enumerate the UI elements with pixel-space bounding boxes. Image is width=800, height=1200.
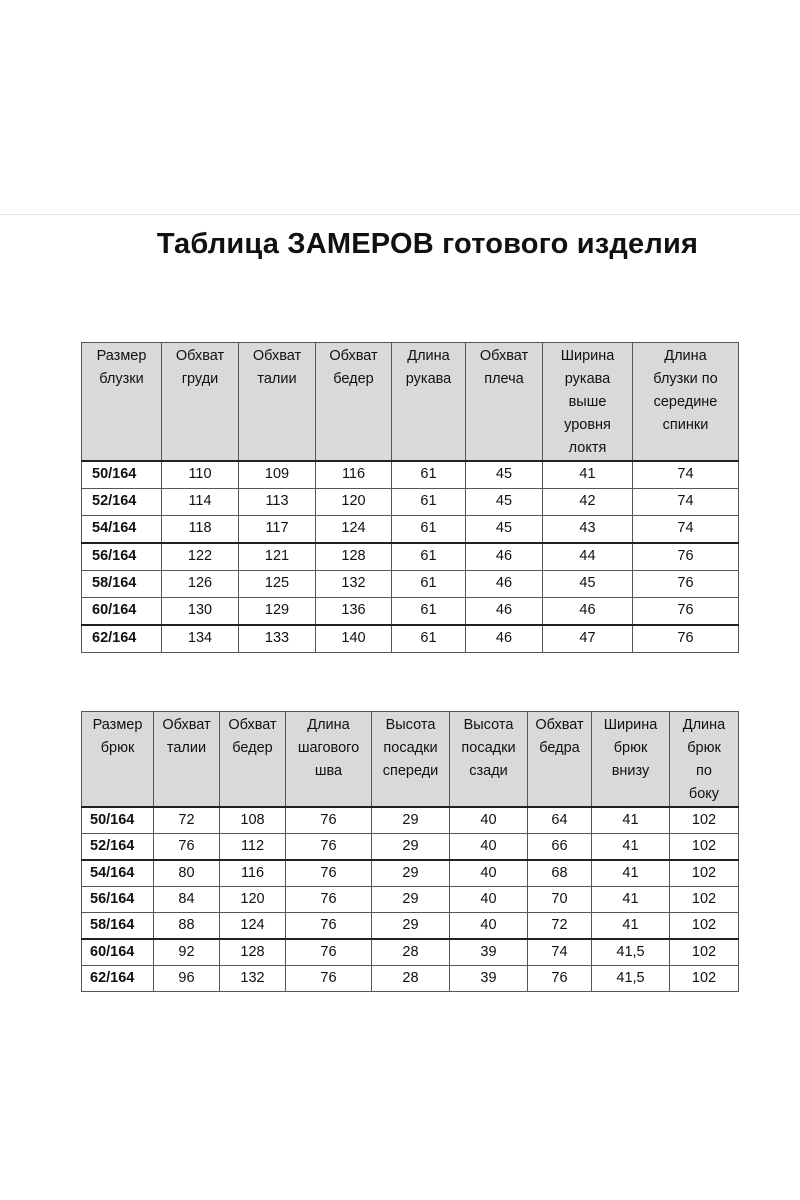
column-header-line: рукава xyxy=(564,371,611,387)
column-header-line: Длина xyxy=(407,348,450,364)
column-header-line: уровня xyxy=(564,417,611,433)
value-cell: 113 xyxy=(239,489,316,516)
value-cell: 40 xyxy=(450,913,528,940)
value-cell: 61 xyxy=(392,598,466,626)
value-cell: 41 xyxy=(592,834,670,861)
value-cell: 102 xyxy=(670,939,739,966)
column-header xyxy=(466,343,543,462)
value-cell: 116 xyxy=(316,461,392,489)
column-header-line: Высота xyxy=(463,717,514,733)
value-cell: 61 xyxy=(392,461,466,489)
value-cell: 74 xyxy=(633,516,739,544)
value-cell: 72 xyxy=(528,913,592,940)
value-cell: 41,5 xyxy=(592,939,670,966)
value-cell: 29 xyxy=(372,887,450,913)
column-header-line: локтя xyxy=(568,440,607,456)
size-cell: 56/164 xyxy=(82,543,162,571)
column-header-line: Ширина xyxy=(603,717,658,733)
value-cell: 28 xyxy=(372,966,450,992)
value-cell: 47 xyxy=(543,625,633,653)
column-header xyxy=(286,712,372,808)
value-cell: 46 xyxy=(543,598,633,626)
value-cell: 70 xyxy=(528,887,592,913)
column-header-line: блузки xyxy=(99,371,144,387)
column-header-line: Высота xyxy=(385,717,436,733)
value-cell: 125 xyxy=(239,571,316,598)
table-row xyxy=(82,913,739,940)
table-header-row xyxy=(82,343,739,462)
value-cell: 76 xyxy=(286,887,372,913)
value-cell: 132 xyxy=(220,966,286,992)
size-cell: 62/164 xyxy=(82,625,162,653)
column-header xyxy=(392,343,466,462)
value-cell: 39 xyxy=(450,939,528,966)
size-cell: 50/164 xyxy=(82,807,154,834)
value-cell: 109 xyxy=(239,461,316,489)
table-row xyxy=(82,939,739,966)
value-cell: 66 xyxy=(528,834,592,861)
column-header-line: Ширина xyxy=(560,348,615,364)
table-row xyxy=(82,461,739,489)
value-cell: 61 xyxy=(392,625,466,653)
column-header-line: Размер xyxy=(92,717,143,733)
table-row xyxy=(82,625,739,653)
column-header-line: внизу xyxy=(611,763,650,779)
value-cell: 120 xyxy=(316,489,392,516)
column-header-line: блузки по xyxy=(653,371,718,387)
column-header-line: груди xyxy=(181,371,219,387)
value-cell: 42 xyxy=(543,489,633,516)
column-header-line: бедер xyxy=(232,740,273,756)
value-cell: 108 xyxy=(220,807,286,834)
table-header-row xyxy=(82,712,739,808)
value-cell: 128 xyxy=(220,939,286,966)
page-title: Таблица ЗАМЕРОВ готового изделия xyxy=(156,228,699,260)
value-cell: 88 xyxy=(154,913,220,940)
value-cell: 46 xyxy=(466,543,543,571)
value-cell: 124 xyxy=(220,913,286,940)
value-cell: 41,5 xyxy=(592,966,670,992)
value-cell: 118 xyxy=(162,516,239,544)
value-cell: 29 xyxy=(372,807,450,834)
value-cell: 40 xyxy=(450,834,528,861)
value-cell: 76 xyxy=(286,834,372,861)
column-header xyxy=(592,712,670,808)
value-cell: 129 xyxy=(239,598,316,626)
table-row xyxy=(82,966,739,992)
value-cell: 61 xyxy=(392,543,466,571)
value-cell: 64 xyxy=(528,807,592,834)
value-cell: 124 xyxy=(316,516,392,544)
column-header-line: Длина xyxy=(307,717,350,733)
value-cell: 28 xyxy=(372,939,450,966)
value-cell: 76 xyxy=(154,834,220,861)
value-cell: 45 xyxy=(466,489,543,516)
value-cell: 80 xyxy=(154,860,220,887)
column-header-line: бедра xyxy=(539,740,580,756)
column-header-line: Длина xyxy=(682,717,726,733)
value-cell: 41 xyxy=(592,887,670,913)
value-cell: 40 xyxy=(450,860,528,887)
size-cell: 58/164 xyxy=(82,913,154,940)
column-header-line: Обхват xyxy=(535,717,584,733)
value-cell: 112 xyxy=(220,834,286,861)
value-cell: 76 xyxy=(286,807,372,834)
table-row xyxy=(82,887,739,913)
value-cell: 41 xyxy=(543,461,633,489)
value-cell: 76 xyxy=(633,571,739,598)
column-header-line: по xyxy=(696,763,712,779)
value-cell: 74 xyxy=(528,939,592,966)
value-cell: 46 xyxy=(466,625,543,653)
value-cell: 134 xyxy=(162,625,239,653)
column-header-line: Обхват xyxy=(479,348,529,364)
column-header xyxy=(82,712,154,808)
table-row xyxy=(82,489,739,516)
column-header-line: плеча xyxy=(484,371,524,387)
value-cell: 130 xyxy=(162,598,239,626)
column-header-line: бедер xyxy=(333,371,374,387)
value-cell: 29 xyxy=(372,834,450,861)
column-header xyxy=(220,712,286,808)
value-cell: 116 xyxy=(220,860,286,887)
pants-measurements-table xyxy=(81,711,739,992)
size-cell: 52/164 xyxy=(82,834,154,861)
column-header-line: брюк xyxy=(100,740,135,756)
value-cell: 61 xyxy=(392,571,466,598)
value-cell: 126 xyxy=(162,571,239,598)
value-cell: 102 xyxy=(670,807,739,834)
value-cell: 114 xyxy=(162,489,239,516)
column-header xyxy=(82,343,162,462)
column-header-line: талии xyxy=(166,740,207,756)
table-row xyxy=(82,543,739,571)
value-cell: 40 xyxy=(450,887,528,913)
top-divider xyxy=(0,214,800,215)
column-header xyxy=(633,343,739,462)
value-cell: 102 xyxy=(670,834,739,861)
column-header-line: Обхват xyxy=(252,348,302,364)
column-header-line: брюк xyxy=(613,740,648,756)
value-cell: 45 xyxy=(466,516,543,544)
size-cell: 52/164 xyxy=(82,489,162,516)
value-cell: 132 xyxy=(316,571,392,598)
size-cell: 60/164 xyxy=(82,939,154,966)
column-header-line: Обхват xyxy=(228,717,277,733)
column-header xyxy=(162,343,239,462)
value-cell: 29 xyxy=(372,913,450,940)
value-cell: 74 xyxy=(633,461,739,489)
column-header-line: шва xyxy=(314,763,343,779)
column-header-line: шагового xyxy=(297,740,360,756)
value-cell: 76 xyxy=(286,913,372,940)
value-cell: 44 xyxy=(543,543,633,571)
value-cell: 41 xyxy=(592,913,670,940)
column-header-line: Обхват xyxy=(329,348,378,364)
value-cell: 61 xyxy=(392,516,466,544)
value-cell: 76 xyxy=(528,966,592,992)
column-header xyxy=(372,712,450,808)
value-cell: 121 xyxy=(239,543,316,571)
column-header xyxy=(316,343,392,462)
table-row xyxy=(82,834,739,861)
value-cell: 76 xyxy=(633,543,739,571)
value-cell: 41 xyxy=(592,860,670,887)
size-cell: 58/164 xyxy=(82,571,162,598)
size-cell: 60/164 xyxy=(82,598,162,626)
table-row xyxy=(82,516,739,544)
column-header-line: спинки xyxy=(662,417,709,433)
value-cell: 84 xyxy=(154,887,220,913)
size-cell: 54/164 xyxy=(82,860,154,887)
column-header-line: посадки xyxy=(461,740,516,756)
value-cell: 136 xyxy=(316,598,392,626)
value-cell: 72 xyxy=(154,807,220,834)
size-cell: 54/164 xyxy=(82,516,162,544)
value-cell: 74 xyxy=(633,489,739,516)
column-header-line: брюк xyxy=(687,740,721,756)
value-cell: 41 xyxy=(592,807,670,834)
value-cell: 110 xyxy=(162,461,239,489)
value-cell: 46 xyxy=(466,598,543,626)
value-cell: 76 xyxy=(633,625,739,653)
column-header-line: боку xyxy=(688,786,720,802)
column-header xyxy=(450,712,528,808)
column-header-line: рукава xyxy=(405,371,452,387)
value-cell: 120 xyxy=(220,887,286,913)
column-header xyxy=(239,343,316,462)
value-cell: 45 xyxy=(466,461,543,489)
column-header-line: Длина xyxy=(664,348,707,364)
value-cell: 122 xyxy=(162,543,239,571)
value-cell: 117 xyxy=(239,516,316,544)
value-cell: 76 xyxy=(286,860,372,887)
value-cell: 76 xyxy=(286,966,372,992)
column-header-line: посадки xyxy=(383,740,438,756)
value-cell: 96 xyxy=(154,966,220,992)
column-header-line: талии xyxy=(257,371,297,387)
value-cell: 76 xyxy=(286,939,372,966)
value-cell: 102 xyxy=(670,887,739,913)
column-header xyxy=(670,712,739,808)
column-header-line: Обхват xyxy=(175,348,225,364)
value-cell: 102 xyxy=(670,913,739,940)
table-row xyxy=(82,598,739,626)
table-row xyxy=(82,860,739,887)
value-cell: 68 xyxy=(528,860,592,887)
column-header-line: Размер xyxy=(96,348,147,364)
value-cell: 61 xyxy=(392,489,466,516)
table-row xyxy=(82,571,739,598)
column-header-line: Обхват xyxy=(162,717,211,733)
column-header-line: сзади xyxy=(469,763,508,779)
column-header-line: спереди xyxy=(382,763,439,779)
value-cell: 102 xyxy=(670,966,739,992)
value-cell: 45 xyxy=(543,571,633,598)
size-cell: 62/164 xyxy=(82,966,154,992)
value-cell: 40 xyxy=(450,807,528,834)
value-cell: 46 xyxy=(466,571,543,598)
value-cell: 29 xyxy=(372,860,450,887)
value-cell: 92 xyxy=(154,939,220,966)
column-header xyxy=(154,712,220,808)
column-header xyxy=(543,343,633,462)
value-cell: 140 xyxy=(316,625,392,653)
blouse-measurements-table xyxy=(81,342,739,653)
value-cell: 133 xyxy=(239,625,316,653)
value-cell: 102 xyxy=(670,860,739,887)
value-cell: 39 xyxy=(450,966,528,992)
column-header-line: выше xyxy=(568,394,607,410)
size-cell: 56/164 xyxy=(82,887,154,913)
table-row xyxy=(82,807,739,834)
column-header xyxy=(528,712,592,808)
column-header-line: середине xyxy=(653,394,718,410)
value-cell: 128 xyxy=(316,543,392,571)
size-cell: 50/164 xyxy=(82,461,162,489)
value-cell: 43 xyxy=(543,516,633,544)
value-cell: 76 xyxy=(633,598,739,626)
